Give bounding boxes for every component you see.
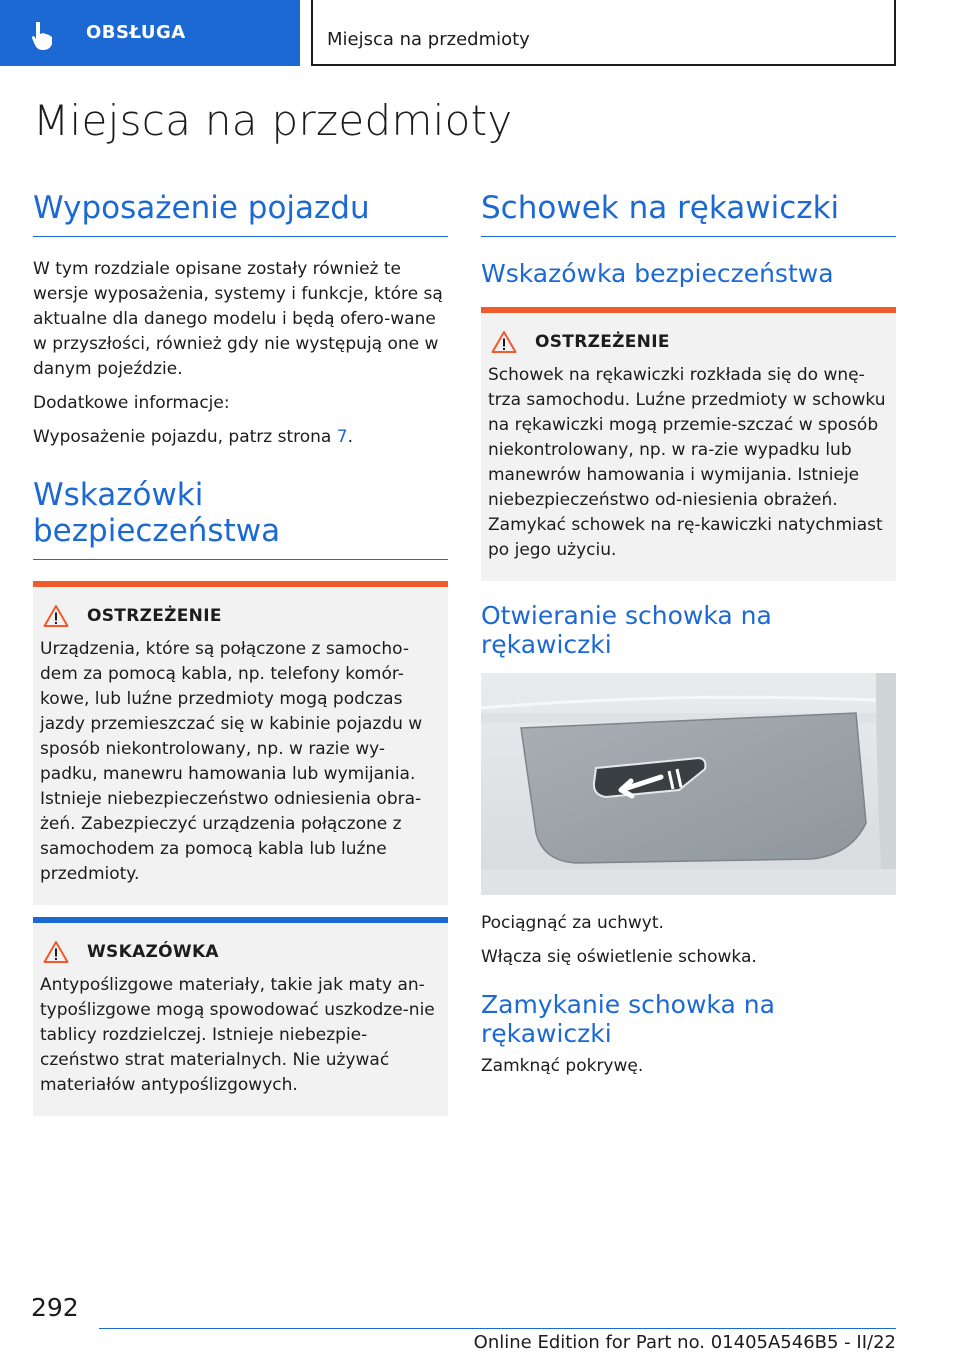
footer-edition: Online Edition for Part no. 01405A546B5 - II/22 bbox=[473, 1332, 896, 1353]
glovebox-heading: Schowek na rękawiczki bbox=[481, 190, 896, 237]
see-page-suffix: . bbox=[347, 427, 353, 447]
chapter-label: Miejsca na przedmioty bbox=[327, 29, 530, 50]
safety-subheading: Wskazówka bezpieczeństwa bbox=[481, 259, 834, 288]
close-text: Zamknąć pokrywę. bbox=[481, 1056, 644, 1076]
warning-triangle-icon bbox=[43, 940, 69, 964]
warning-triangle-icon bbox=[43, 604, 69, 628]
glovebox-warning-box bbox=[481, 307, 896, 581]
opening-heading: Otwieranie schowka na rękawiczki bbox=[481, 601, 772, 659]
note-box bbox=[33, 917, 448, 1116]
pull-text: Pociągnąć za uchwyt. bbox=[481, 913, 664, 933]
note-text: Antypoślizgowe materiały, takie jak maty an-typoślizgowe mogą spowodować uszkodze-nie tablicy rozdzielczej. Istnieje niebezpie-czeństwo strat materialnych. Nie używać materiałów antypoślizgowych. bbox=[40, 975, 435, 1095]
footer-divider bbox=[99, 1328, 896, 1329]
page-number: 292 bbox=[31, 1293, 79, 1322]
hand-pointer-icon bbox=[26, 18, 60, 52]
page-link[interactable]: 7 bbox=[336, 427, 348, 447]
glovebox-warning-header bbox=[488, 327, 889, 357]
additional-info: Dodatkowe informacje: bbox=[33, 393, 230, 413]
warning-title: OSTRZEŻENIE bbox=[87, 606, 222, 626]
closing-heading: Zamykanie schowka na rękawiczki bbox=[481, 990, 775, 1048]
warning-header bbox=[40, 601, 441, 631]
see-page-prefix: Wyposażenie pojazdu, patrz strona bbox=[33, 427, 337, 447]
glovebox-warning-text: Schowek na rękawiczki rozkłada się do wnę-trza samochodu. Luźne przedmioty w schowku na rękawiczki mogą przemie-szczać w sposób niekontrolowany, np. w ra-zie wypadku lub manewrów hamowania i wymijania. Istnieje niebezpieczeństwo od-niesienia obrażeń. Zamykać schowek na rę-kawiczki natychmiast po jego użyciu. bbox=[488, 365, 886, 560]
equipment-heading: Wyposażenie pojazdu bbox=[33, 190, 448, 237]
right-column bbox=[481, 190, 896, 1079]
left-column bbox=[33, 190, 448, 1116]
section-tab bbox=[0, 0, 300, 66]
warning-triangle-icon bbox=[491, 330, 517, 354]
safety-heading: Wskazówki bezpieczeństwa bbox=[33, 477, 448, 560]
warning-box bbox=[33, 581, 448, 905]
note-title: WSKAZÓWKA bbox=[87, 942, 219, 962]
note-header bbox=[40, 937, 441, 967]
warning-text: Urządzenia, które są połączone z samocho-dem za pomocą kabla, np. telefony komór-kowe, lub luźne przedmioty mogą podczas jazdy przemieszczać się w kabinie pojazdu w sposób niekontrolowany, np. w razie wy-padku, manewru hamowania lub wymijania. Istnieje niebezpieczeństwo odniesienia obra-żeń. Zabezpieczyć urządzenia połączone z samochodem za pomocą kabla lub luźne przedmioty. bbox=[40, 639, 423, 884]
glovebox-warning-title: OSTRZEŻENIE bbox=[535, 332, 670, 352]
page-title: Miejsca na przedmioty bbox=[33, 96, 513, 145]
section-label: OBSŁUGA bbox=[86, 22, 186, 43]
chapter-tab bbox=[311, 0, 896, 66]
equipment-text: W tym rozdziale opisane zostały również te wersje wyposażenia, systemy i funkcje, które są aktualne dla danego modelu i będą ofero-wane w przyszłości, również gdy nie występują one w danym pojeździe. bbox=[33, 259, 443, 379]
light-text: Włącza się oświetlenie schowka. bbox=[481, 947, 757, 967]
glovebox-photo bbox=[481, 673, 896, 895]
see-page-reference bbox=[33, 425, 448, 450]
